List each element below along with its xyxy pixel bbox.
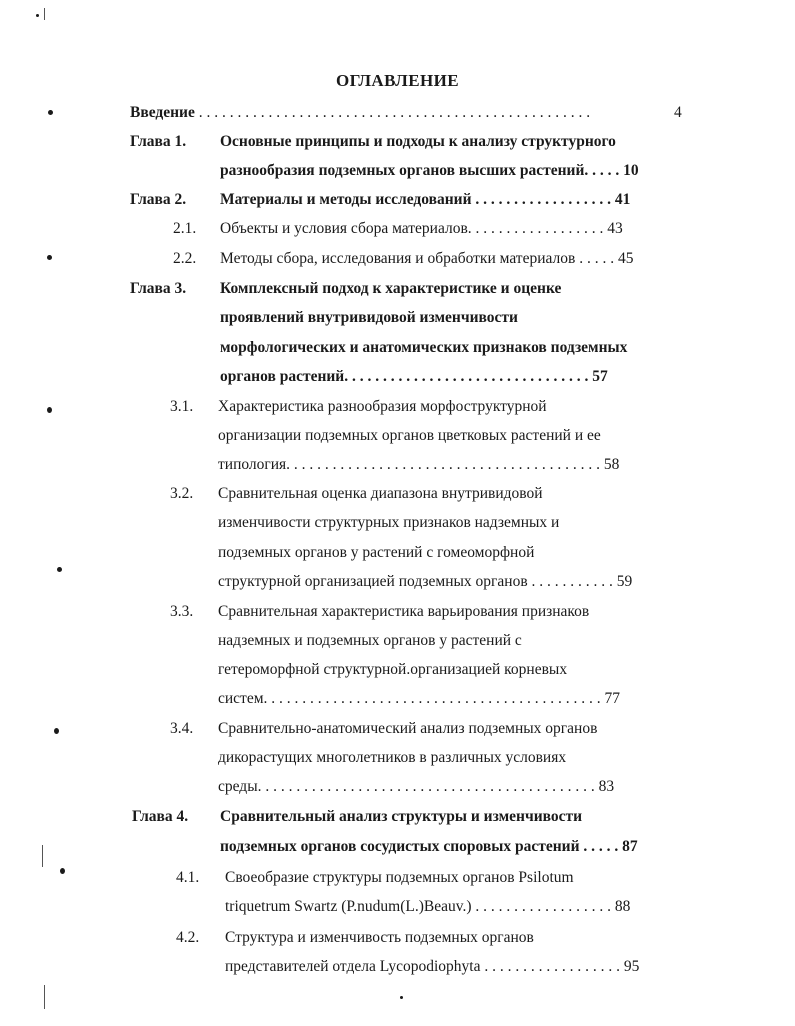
chapter-4-title-line-2: подземных органов сосудистых споровых растений . . . . . 87 — [220, 838, 638, 855]
section-3-2-title-line-3: подземных органов у растений с гомеоморфной — [218, 544, 535, 561]
scan-mark — [44, 8, 45, 20]
chapter-2-label: Глава 2. — [130, 191, 187, 208]
chapter-1-title-line-1: Основные принципы и подходы к анализу структурного — [220, 133, 616, 150]
chapter-3-title-line-2: проявлений внутривидовой изменчивости — [220, 309, 518, 326]
chapter-1-title-line-2: разнообразия подземных органов высших растений. . . . . 10 — [220, 162, 639, 179]
intro-label: Введение — [130, 104, 195, 121]
scan-speck — [36, 14, 39, 17]
chapter-3-title-line-4: органов растений. . . . . . . . . . . . . . . . . . . . . . . . . . . . . . . . 57 — [220, 368, 608, 385]
punch-hole-mark — [57, 567, 62, 572]
section-2-2-title: Методы сбора, исследования и обработки материалов . . . . . 45 — [220, 250, 634, 267]
punch-hole-mark — [54, 728, 59, 734]
section-3-3-title-line-3: гетероморфной структурной.организацией корневых — [218, 661, 568, 678]
intro-page-number: 4 — [674, 104, 682, 121]
section-2-2-label: 2.2. — [173, 250, 197, 267]
section-3-2-title-line-1: Сравнительная оценка диапазона внутривидовой — [218, 485, 543, 502]
chapter-3-label: Глава 3. — [130, 280, 187, 297]
section-2-1-title: Объекты и условия сбора материалов. . . . . . . . . . . . . . . . . . 43 — [220, 220, 623, 237]
chapter-2-title-line-1: Материалы и методы исследований . . . . . . . . . . . . . . . . . . 41 — [220, 191, 631, 208]
chapter-3-title-line-3: морфологических и анатомических признаков подземных — [220, 339, 628, 356]
chapter-4-title-line-1: Сравнительный анализ структуры и изменчивости — [220, 808, 583, 825]
section-3-3-title-line-1: Сравнительная характеристика варьирования признаков — [218, 603, 590, 620]
punch-hole-mark — [60, 868, 65, 874]
section-3-4-title-line-3: среды. . . . . . . . . . . . . . . . . . . . . . . . . . . . . . . . . . . . . . . . . . . . 83 — [218, 778, 615, 795]
section-4-1-label: 4.1. — [176, 869, 200, 886]
section-3-3-label: 3.3. — [170, 603, 194, 620]
scan-mark — [44, 985, 45, 1009]
section-3-3-title-line-2: надземных и подземных органов у растений с — [218, 632, 522, 649]
section-4-1-title-line-1: Своеобразие структуры подземных органов Psilotum — [225, 869, 574, 886]
section-4-2-title-line-1: Структура и изменчивость подземных органов — [225, 929, 534, 946]
chapter-3-title-line-1: Комплексный подход к характеристике и оценке — [220, 280, 562, 297]
section-3-3-title-line-4: систем. . . . . . . . . . . . . . . . . . . . . . . . . . . . . . . . . . . . . . . . . . . . 77 — [218, 690, 621, 707]
section-3-1-label: 3.1. — [170, 398, 194, 415]
section-3-2-label: 3.2. — [170, 485, 194, 502]
section-3-2-title-line-4: структурной организацией подземных органов . . . . . . . . . . . 59 — [218, 573, 633, 590]
page-title: ОГЛАВЛЕНИЕ — [336, 71, 459, 90]
section-2-1-label: 2.1. — [173, 220, 197, 237]
section-3-4-label: 3.4. — [170, 720, 194, 737]
punch-hole-mark — [47, 407, 52, 413]
section-3-4-title-line-2: дикорастущих многолетников в различных условиях — [218, 749, 567, 766]
intro-dots: . . . . . . . . . . . . . . . . . . . . . . . . . . . . . . . . . . . . . . . . . . . . . . . . . . . — [194, 104, 591, 121]
section-3-2-title-line-2: изменчивости структурных признаков надземных и — [218, 514, 560, 531]
punch-hole-mark — [48, 110, 53, 115]
section-3-4-title-line-1: Сравнительно-анатомический анализ подземных органов — [218, 720, 598, 737]
punch-hole-mark — [47, 255, 52, 260]
section-3-1-title-line-1: Характеристика разнообразия морфоструктурной — [218, 398, 547, 415]
section-3-1-title-line-3: типология. . . . . . . . . . . . . . . . . . . . . . . . . . . . . . . . . . . . . . . . . 58 — [218, 456, 620, 473]
scan-mark — [42, 845, 43, 867]
chapter-4-label: Глава 4. — [132, 808, 189, 825]
scan-speck — [400, 996, 403, 999]
toc-entry-intro — [130, 103, 690, 123]
section-4-2-label: 4.2. — [176, 929, 200, 946]
chapter-1-label: Глава 1. — [130, 133, 187, 150]
section-4-1-title-line-2: triquetrum Swartz (P.nudum(L.)Beauv.) . . . . . . . . . . . . . . . . . . 88 — [225, 898, 631, 915]
section-3-1-title-line-2: организации подземных органов цветковых растений и ее — [218, 427, 601, 444]
section-4-2-title-line-2: представителей отдела Lycopodiophyta . . . . . . . . . . . . . . . . . . 95 — [225, 958, 640, 975]
